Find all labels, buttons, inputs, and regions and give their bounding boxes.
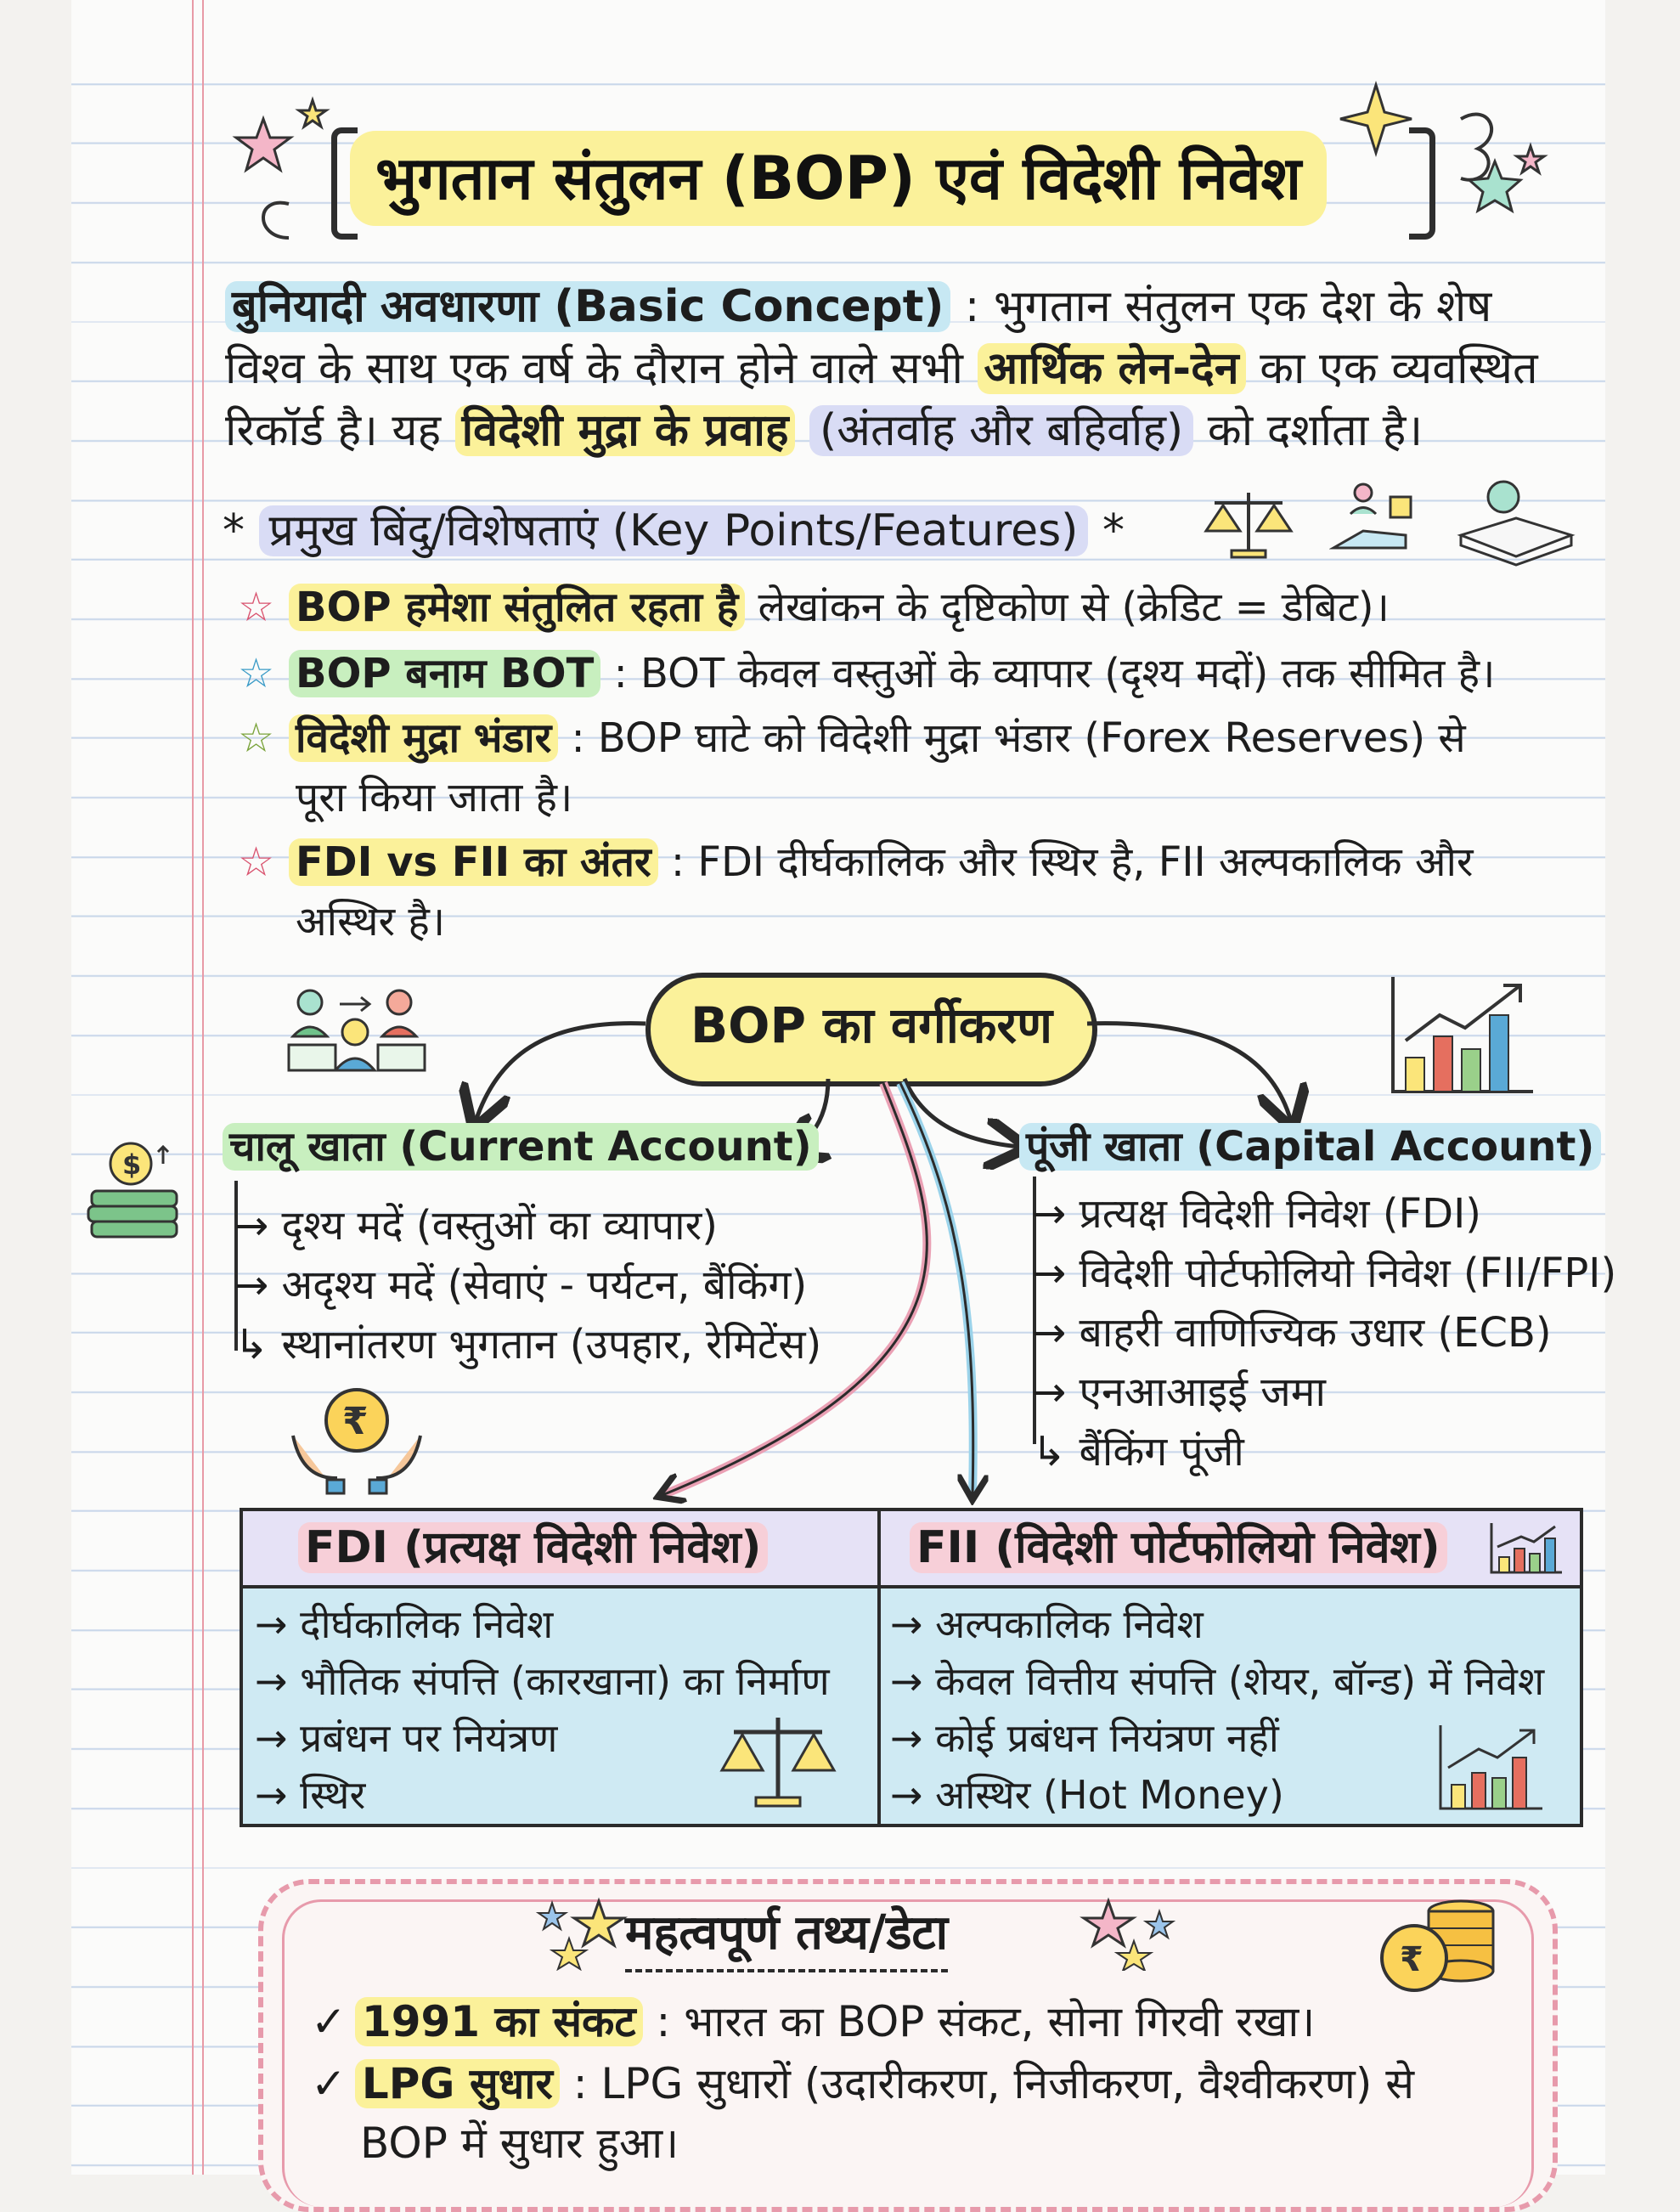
check-icon: ✓: [311, 1997, 347, 2046]
list-item: [234, 1256, 821, 1315]
key-point-label: FDI vs FII का अंतर: [289, 838, 658, 886]
asterisk-marker: *: [223, 505, 245, 556]
mini-bar-chart-icon: [1487, 1521, 1564, 1577]
arrow-right-icon: →: [890, 1772, 923, 1818]
separator: :: [950, 281, 994, 332]
arrow-right-icon: →: [234, 1261, 269, 1309]
facts-title: महत्वपूर्ण तथ्य/डेटा: [625, 1898, 948, 1972]
arrow-right-icon: →: [890, 1658, 923, 1704]
balance-scale-icon: [719, 1711, 837, 1813]
key-point-text: : BOT केवल वस्तुओं के व्यापार (दृश्य मदों) तक सीमित है।: [600, 650, 1496, 697]
key-point-text: लेखांकन के दृष्टिकोण से (क्रेडिट = डेबिट)।: [745, 584, 1390, 631]
basic-concept-text: रिकॉर्ड है। यह: [225, 405, 455, 456]
arrow-right-icon: →: [1032, 1250, 1067, 1297]
fact-item: [311, 2054, 1534, 2173]
rupee-hands-icon: [285, 1385, 429, 1495]
list-item: [234, 1315, 821, 1374]
fact-continuation: BOP में सुधार हुआ।: [360, 2119, 679, 2168]
fact-label: 1991 का संकट: [355, 1997, 643, 2046]
key-point-continuation: अस्थिर है।: [296, 898, 446, 945]
arrow-right-icon: →: [1032, 1368, 1067, 1416]
basic-concept-text: भुगतान संतुलन एक देश के शेष: [993, 281, 1492, 332]
rupee-sign: ₹: [342, 1400, 369, 1443]
basic-concept-label: बुनियादी अवधारणा (Basic Concept): [225, 281, 950, 332]
list-item-text: एनआआइई जमा: [1079, 1368, 1326, 1416]
star-bullet-icon: ☆: [238, 650, 275, 697]
key-point-continuation: पूरा किया जाता है।: [296, 774, 573, 821]
bar-chart-rising-icon: [1436, 1724, 1547, 1813]
classification-title: BOP का वर्गीकरण: [646, 973, 1097, 1086]
arrow-return-icon: ↳: [234, 1321, 269, 1368]
capital-account-heading: [1019, 1116, 1601, 1177]
arrow-right-icon: →: [1032, 1190, 1067, 1238]
list-item-text: बाहरी वाणिज्यिक उधार (ECB): [1079, 1309, 1552, 1357]
arrow-return-icon: ↳: [1032, 1428, 1067, 1476]
asterisk-marker: *: [1102, 505, 1125, 556]
arrow-right-icon: →: [255, 1715, 288, 1761]
fdi-header-text: FDI (प्रत्यक्ष विदेशी निवेश): [298, 1522, 768, 1573]
table-row: [890, 1596, 1544, 1653]
list-item-text: विदेशी पोर्टफोलियो निवेश (FII/FPI): [1079, 1250, 1617, 1297]
arrow-right-icon: →: [890, 1601, 923, 1647]
fdi-fii-comparison-table: [240, 1508, 1583, 1827]
key-point-label: BOP बनाम BOT: [289, 650, 600, 697]
key-point-label: BOP हमेशा संतुलित रहता है: [289, 584, 745, 631]
highlight-inflow-outflow: (अंतर्वाह और बहिर्वाह): [809, 405, 1193, 456]
dollar-sign: $: [122, 1148, 142, 1181]
current-account-heading: [223, 1116, 819, 1177]
list-item: [234, 1196, 821, 1256]
list-item: [1032, 1244, 1616, 1303]
highlight-economic-transactions: आर्थिक लेन-देन: [978, 343, 1246, 394]
arrow-right-icon: →: [255, 1772, 288, 1818]
list-item-text: अदृश्य मदें (सेवाएं - पर्यटन, बैंकिंग): [281, 1261, 808, 1309]
capital-account-list: [1032, 1184, 1616, 1481]
basic-concept-text: विश्व के साथ एक वर्ष के दौरान होने वाले सभी: [225, 343, 978, 394]
fii-header-text: FII (विदेशी पोर्टफोलियो निवेश): [910, 1522, 1447, 1573]
arrow-right-icon: →: [890, 1715, 923, 1761]
fdi-header: [298, 1511, 768, 1585]
stars-doodle-icon: [1074, 1894, 1176, 1971]
list-item-text: स्थानांतरण भुगतान (उपहार, रेमिटेंस): [281, 1321, 822, 1368]
highlight-forex-flow: विदेशी मुद्रा के प्रवाह: [455, 405, 796, 456]
coins-rupee-icon: [1376, 1886, 1503, 1996]
rupee-sign: ₹: [1400, 1940, 1423, 1979]
list-item-text: दृश्य मदें (वस्तुओं का व्यापार): [281, 1202, 718, 1250]
page-title: भुगतान संतुलन (BOP) एवं विदेशी निवेश: [350, 131, 1327, 226]
cell-text: अल्पकालिक निवेश: [935, 1601, 1204, 1647]
list-item-text: प्रत्यक्ष विदेशी निवेश (FDI): [1079, 1190, 1482, 1238]
fact-text: : LPG सुधारों (उदारीकरण, निजीकरण, वैश्वीकरण) से: [559, 2059, 1415, 2108]
key-point-text: : BOP घाटे को विदेशी मुद्रा भंडार (Forex Reserves) से: [558, 714, 1466, 762]
list-item: [1032, 1363, 1616, 1422]
current-account-title: चालू खाता (Current Account): [223, 1123, 819, 1171]
cell-text: कोई प्रबंधन नियंत्रण नहीं: [935, 1715, 1279, 1761]
fact-label: LPG सुधार: [355, 2059, 560, 2108]
basic-concept-text: को दर्शाता है।: [1193, 405, 1423, 456]
list-item: [1032, 1184, 1616, 1244]
arrow-right-icon: →: [255, 1658, 288, 1704]
cell-text: भौतिक संपत्ति (कारखाना) का निर्माण: [300, 1658, 830, 1704]
cell-text: अस्थिर (Hot Money): [935, 1772, 1284, 1818]
capital-account-title: पूंजी खाता (Capital Account): [1019, 1123, 1601, 1171]
key-points-title: प्रमुख बिंदु/विशेषताएं (Key Points/Features): [259, 505, 1089, 556]
fact-item: [311, 1992, 1534, 2051]
fii-header: [910, 1511, 1447, 1585]
table-row: [890, 1653, 1544, 1710]
arrow-right-icon: →: [1032, 1309, 1067, 1357]
list-item: [1032, 1303, 1616, 1363]
star-bullet-icon: ☆: [238, 838, 275, 886]
list-item-text: बैंकिंग पूंजी: [1079, 1428, 1244, 1476]
current-account-list: [234, 1196, 821, 1374]
stars-doodle-icon: [535, 1894, 629, 1971]
cell-text: दीर्घकालिक निवेश: [300, 1601, 554, 1647]
cell-text: स्थिर: [300, 1772, 366, 1818]
table-row: [255, 1653, 830, 1710]
cell-text: प्रबंधन पर नियंत्रण: [300, 1715, 558, 1761]
table-row: [255, 1596, 830, 1653]
table-divider: [877, 1511, 881, 1824]
cell-text: केवल वित्तीय संपत्ति (शेयर, बॉन्ड) में निवेश: [935, 1658, 1545, 1704]
check-icon: ✓: [311, 2059, 347, 2108]
key-point-label: विदेशी मुद्रा भंडार: [289, 714, 558, 762]
fact-text: : भारत का BOP संकट, सोना गिरवी रखा।: [642, 1997, 1316, 2046]
key-point-text: : FDI दीर्घकालिक और स्थिर है, FII अल्पकालिक और: [657, 838, 1474, 886]
arrow-right-icon: →: [255, 1601, 288, 1647]
arrow-right-icon: →: [234, 1202, 269, 1250]
star-bullet-icon: ☆: [238, 584, 275, 631]
basic-concept-text: का एक व्यवस्थित: [1245, 343, 1538, 394]
star-bullet-icon: ☆: [238, 714, 275, 762]
list-item: [1032, 1422, 1616, 1481]
